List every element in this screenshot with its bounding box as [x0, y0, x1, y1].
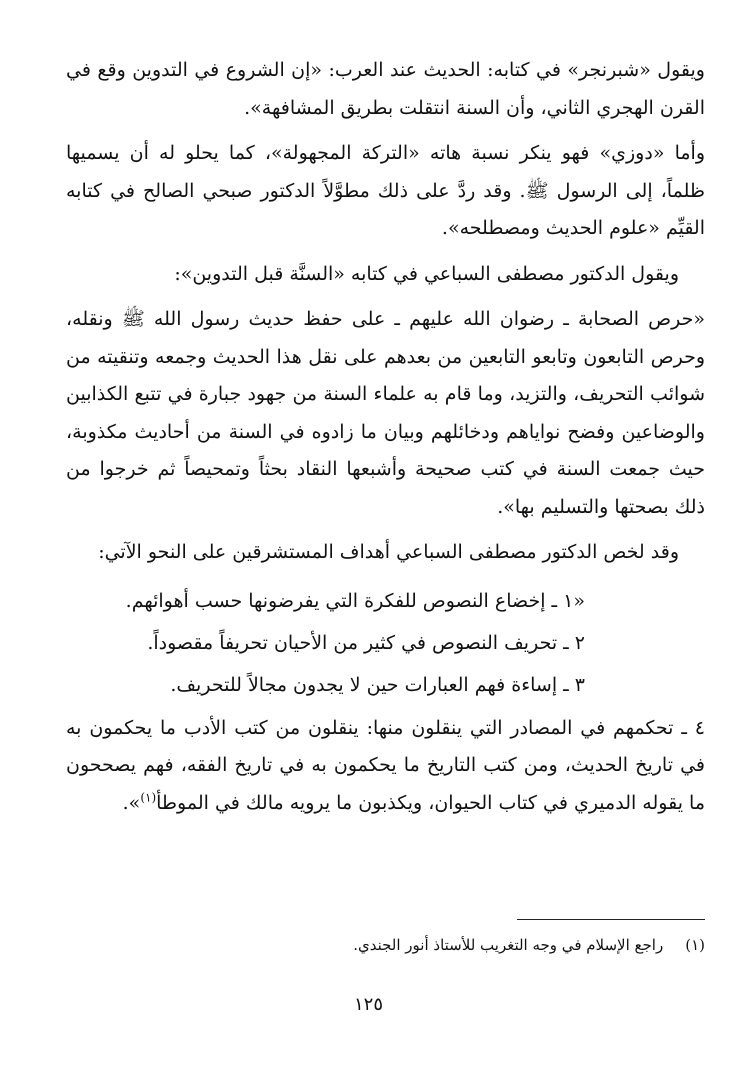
goal-4-text: ٤ ـ تحكمهم في المصادر التي ينقلون منها: ينقلون من كتب الأدب ما يحكمون به في تاريخ الحديث، ومن كتب التاريخ ما يحكمون به في تاريخ الفقه، فهم يصححون ما يقوله الدميري في كتاب الحيوان، ويكذبون ما يرويه مالك في الموطأ	[66, 716, 705, 814]
list-item-goal-1: «١ ـ إخضاع النصوص للفكرة التي يفرضونها حسب أهوائهم.	[125, 589, 585, 612]
paragraph-sibai-intro: ويقول الدكتور مصطفى السباعي في كتابه «السنَّة قبل التدوين»:	[174, 262, 679, 285]
list-item-goal-3: ٣ ـ إساءة فهم العبارات حين لا يجدون مجالاً للتحريف.	[170, 673, 585, 696]
paragraph-spranger-quote: ويقول «شبرنجر» في كتابه: الحديث عند العرب: «إن الشروع في التدوين وقع في القرن الهجري الثاني، وأن السنة انتقلت بطريق المشافهة».	[66, 59, 705, 119]
footnote	[66, 932, 705, 958]
page-number: ١٢٥	[353, 994, 383, 1015]
footnote-text: راجع الإسلام في وجه التغريب للأستاذ أنور الجندي.	[353, 936, 664, 954]
paragraph-sibai-quote: «حرص الصحابة ـ رضوان الله عليهم ـ على حفظ حديث رسول الله ﷺ ونقله، وحرص التابعون وتابعو التابعين من بعدهم على نقل هذا الحديث وجمعه وتنقيته من شوائب التحريف، والتزيد، وما قام به علماء السنة من جهود جبارة في تتبع الكذابين والوضاعين وفضح نواياهم ودخائلهم وبيان ما زادوه في السنة من أحاديث مكذوبة، حيث جمعت السنة في كتب صحيحة وأشبعها النقاد بحثاً وتمحيصاً ثم خرجوا من ذلك بصحتها والتسليم بها».	[66, 308, 705, 518]
goal-4-closing: ».	[122, 791, 141, 814]
footnote-divider	[517, 919, 705, 920]
page-body	[66, 52, 705, 830]
paragraph-dozy: وأما «دوزي» فهو ينكر نسبة هاته «التركة المجهولة»، كما يحلو له أن يسميها ظلماً، إلى الرسول ﷺ. وقد ردَّ على ذلك مطوَّلاً الدكتور صبحي الصالح في كتابه القيِّم «علوم الحديث ومصطلحه».	[66, 142, 705, 239]
footnote-number: (١)	[685, 936, 705, 954]
footnote-reference[interactable]: (١)	[140, 790, 157, 805]
paragraph-orientalist-goals-intro: وقد لخص الدكتور مصطفى السباعي أهداف المستشرقين على النحو الآتي:	[98, 541, 679, 563]
paragraph-goal-4	[66, 710, 705, 823]
list-item-goal-2: ٢ ـ تحريف النصوص في كثير من الأحيان تحريفاً مقصوداً.	[147, 631, 585, 654]
